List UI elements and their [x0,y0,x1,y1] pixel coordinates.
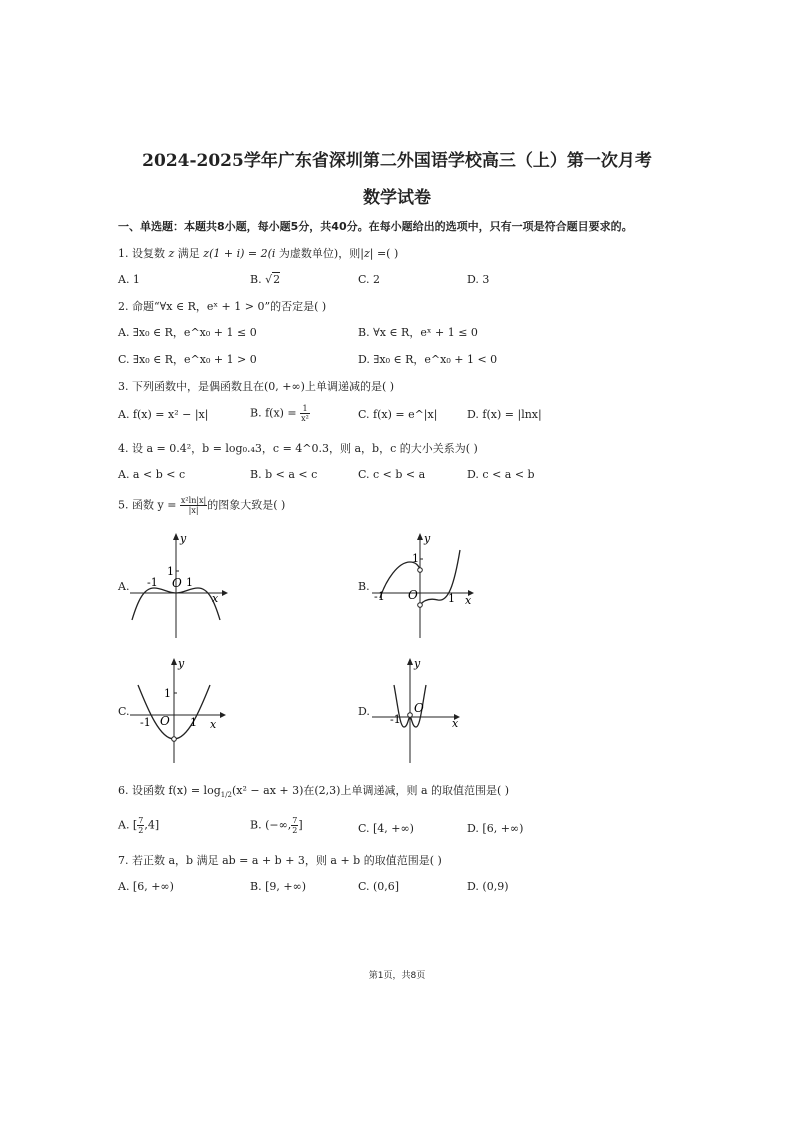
q5-graph-c [130,655,230,765]
tick-label: -1 [374,590,385,603]
tick-label: 1 [190,716,197,729]
q6-option-c: C. [4, +∞) [358,822,414,835]
q5-option-c-label: C. [118,705,130,718]
q4-option-a: A. a < b < c [118,468,186,481]
q4-option-c: C. c < b < a [358,468,426,481]
tick-label: 1 [448,592,455,605]
origin-label: O [172,576,182,590]
q2-option-b: B. ∀x ∈ R，eˣ + 1 ≤ 0 [358,326,478,339]
tick-label: 1 [412,552,419,565]
q5-graph-b [370,530,480,640]
q5-option-d-label: D. [358,705,370,718]
q5-option-a-label: A. [118,580,130,593]
q6-option-a: A. [ $\frac{7}{2}$ ,4] [118,816,160,835]
q4-option-d: D. c < a < b [467,468,535,481]
question-6-stem: 6. 设函数 $f(x) = \log_{1/2}(x^2$ − ax + 3)在(2,3)上单调递减，则 a 的取值范围是( ) [118,784,510,800]
fraction: $\frac{7}{2}$ [138,816,144,835]
exam-subtitle: 数学试卷 [363,188,431,208]
q1-option-a: A. 1 [118,273,140,286]
q7-option-d: D. (0,9) [467,880,509,893]
axis-label-y: y [178,657,185,670]
question-5-stem: 5. 函数 y = $\frac{\text{x²ln|x|}}{|x|}$ 的图象大致是( ) [118,496,286,515]
q1-option-c: C. 2 [358,273,381,286]
axis-label-y: y [414,657,421,670]
q1-option-b: B. √2 [250,273,281,286]
q2-option-a: A. ∃x₀ ∈ R，e^x₀ + 1 ≤ 0 [118,326,257,339]
axis-label-x: x [452,717,459,730]
tick-label: -1 [390,713,401,726]
tick-label: -1 [147,576,158,589]
q7-option-c: C. (0,6] [358,880,400,893]
axis-label-x: x [465,594,472,607]
origin-label: O [408,588,418,602]
origin-label: O [160,714,170,728]
question-3-stem: 3. 下列函数中，是偶函数且在(0, +∞)上单调递减的是( ) [118,380,395,393]
fraction: $\frac{7}{2}$ [292,816,298,835]
tick-label: -1 [140,716,151,729]
q5-graph-d [370,655,470,765]
question-7-stem: 7. 若正数 a，b 满足 ab = a + b + 3，则 a + b 的取值范围是( ) [118,854,442,867]
q7-option-a: A. [6, +∞) [118,880,174,893]
tick-label: 1 [186,576,193,589]
axis-label-x: x [212,592,219,605]
page-footer: 第1页，共8页 [368,971,426,981]
question-4-stem: 4. 设 a = 0.4²，b = log₀.₄3，c = 4^0.3，则 a，b，c 的大小关系为( ) [118,442,478,455]
q5-option-b-label: B. [358,580,370,593]
q4-option-b: B. b < a < c [250,468,318,481]
q3-option-c: C. f(x) = e^|x| [358,408,438,421]
tick-label: 1 [167,565,174,578]
axis-label-y: y [424,532,431,545]
question-1-stem: 1. 设复数 z 满足 z(1 + i) = 2(i 为虚数单位)，则|z| =( ) [118,247,399,260]
tick-label: 1 [164,687,171,700]
q2-option-c: C. ∃x₀ ∈ R，e^x₀ + 1 > 0 [118,353,257,366]
q1-option-d: D. 3 [467,273,490,286]
origin-label: O [414,701,424,715]
exam-title: 2024-2025学年广东省深圳第二外国语学校高三（上）第一次月考 [142,151,652,171]
q6-option-d: D. [6, +∞) [467,822,524,835]
axis-label-y: y [180,532,187,545]
q5-graph-a [130,530,230,640]
q6-option-b: B. (−∞, $\frac{7}{2}$ ] [250,816,303,835]
fraction: $\frac{\text{x²ln|x|}}{|x|}$ [180,496,207,515]
section-heading: 一、单选题：本题共8小题，每小题5分，共40分。在每小题给出的选项中，只有一项是符合题目要求的。 [118,220,633,233]
q2-option-d: D. ∃x₀ ∈ R，e^x₀ + 1 < 0 [358,353,498,366]
fraction: $\frac{1}{\text{x²}}$ [301,404,309,423]
q3-option-d: D. f(x) = |lnx| [467,408,542,421]
q3-option-a: A. f(x) = x² − |x| [118,408,209,421]
axis-label-x: x [210,718,217,731]
question-2-stem: 2. 命题“∀x ∈ R，eˣ + 1 > 0”的否定是( ) [118,300,327,313]
q7-option-b: B. [9, +∞) [250,880,307,893]
q3-option-b: B. f(x) = $\frac{1}{\text{x²}}$ [250,404,309,423]
log-base: 1/2 [220,791,233,800]
